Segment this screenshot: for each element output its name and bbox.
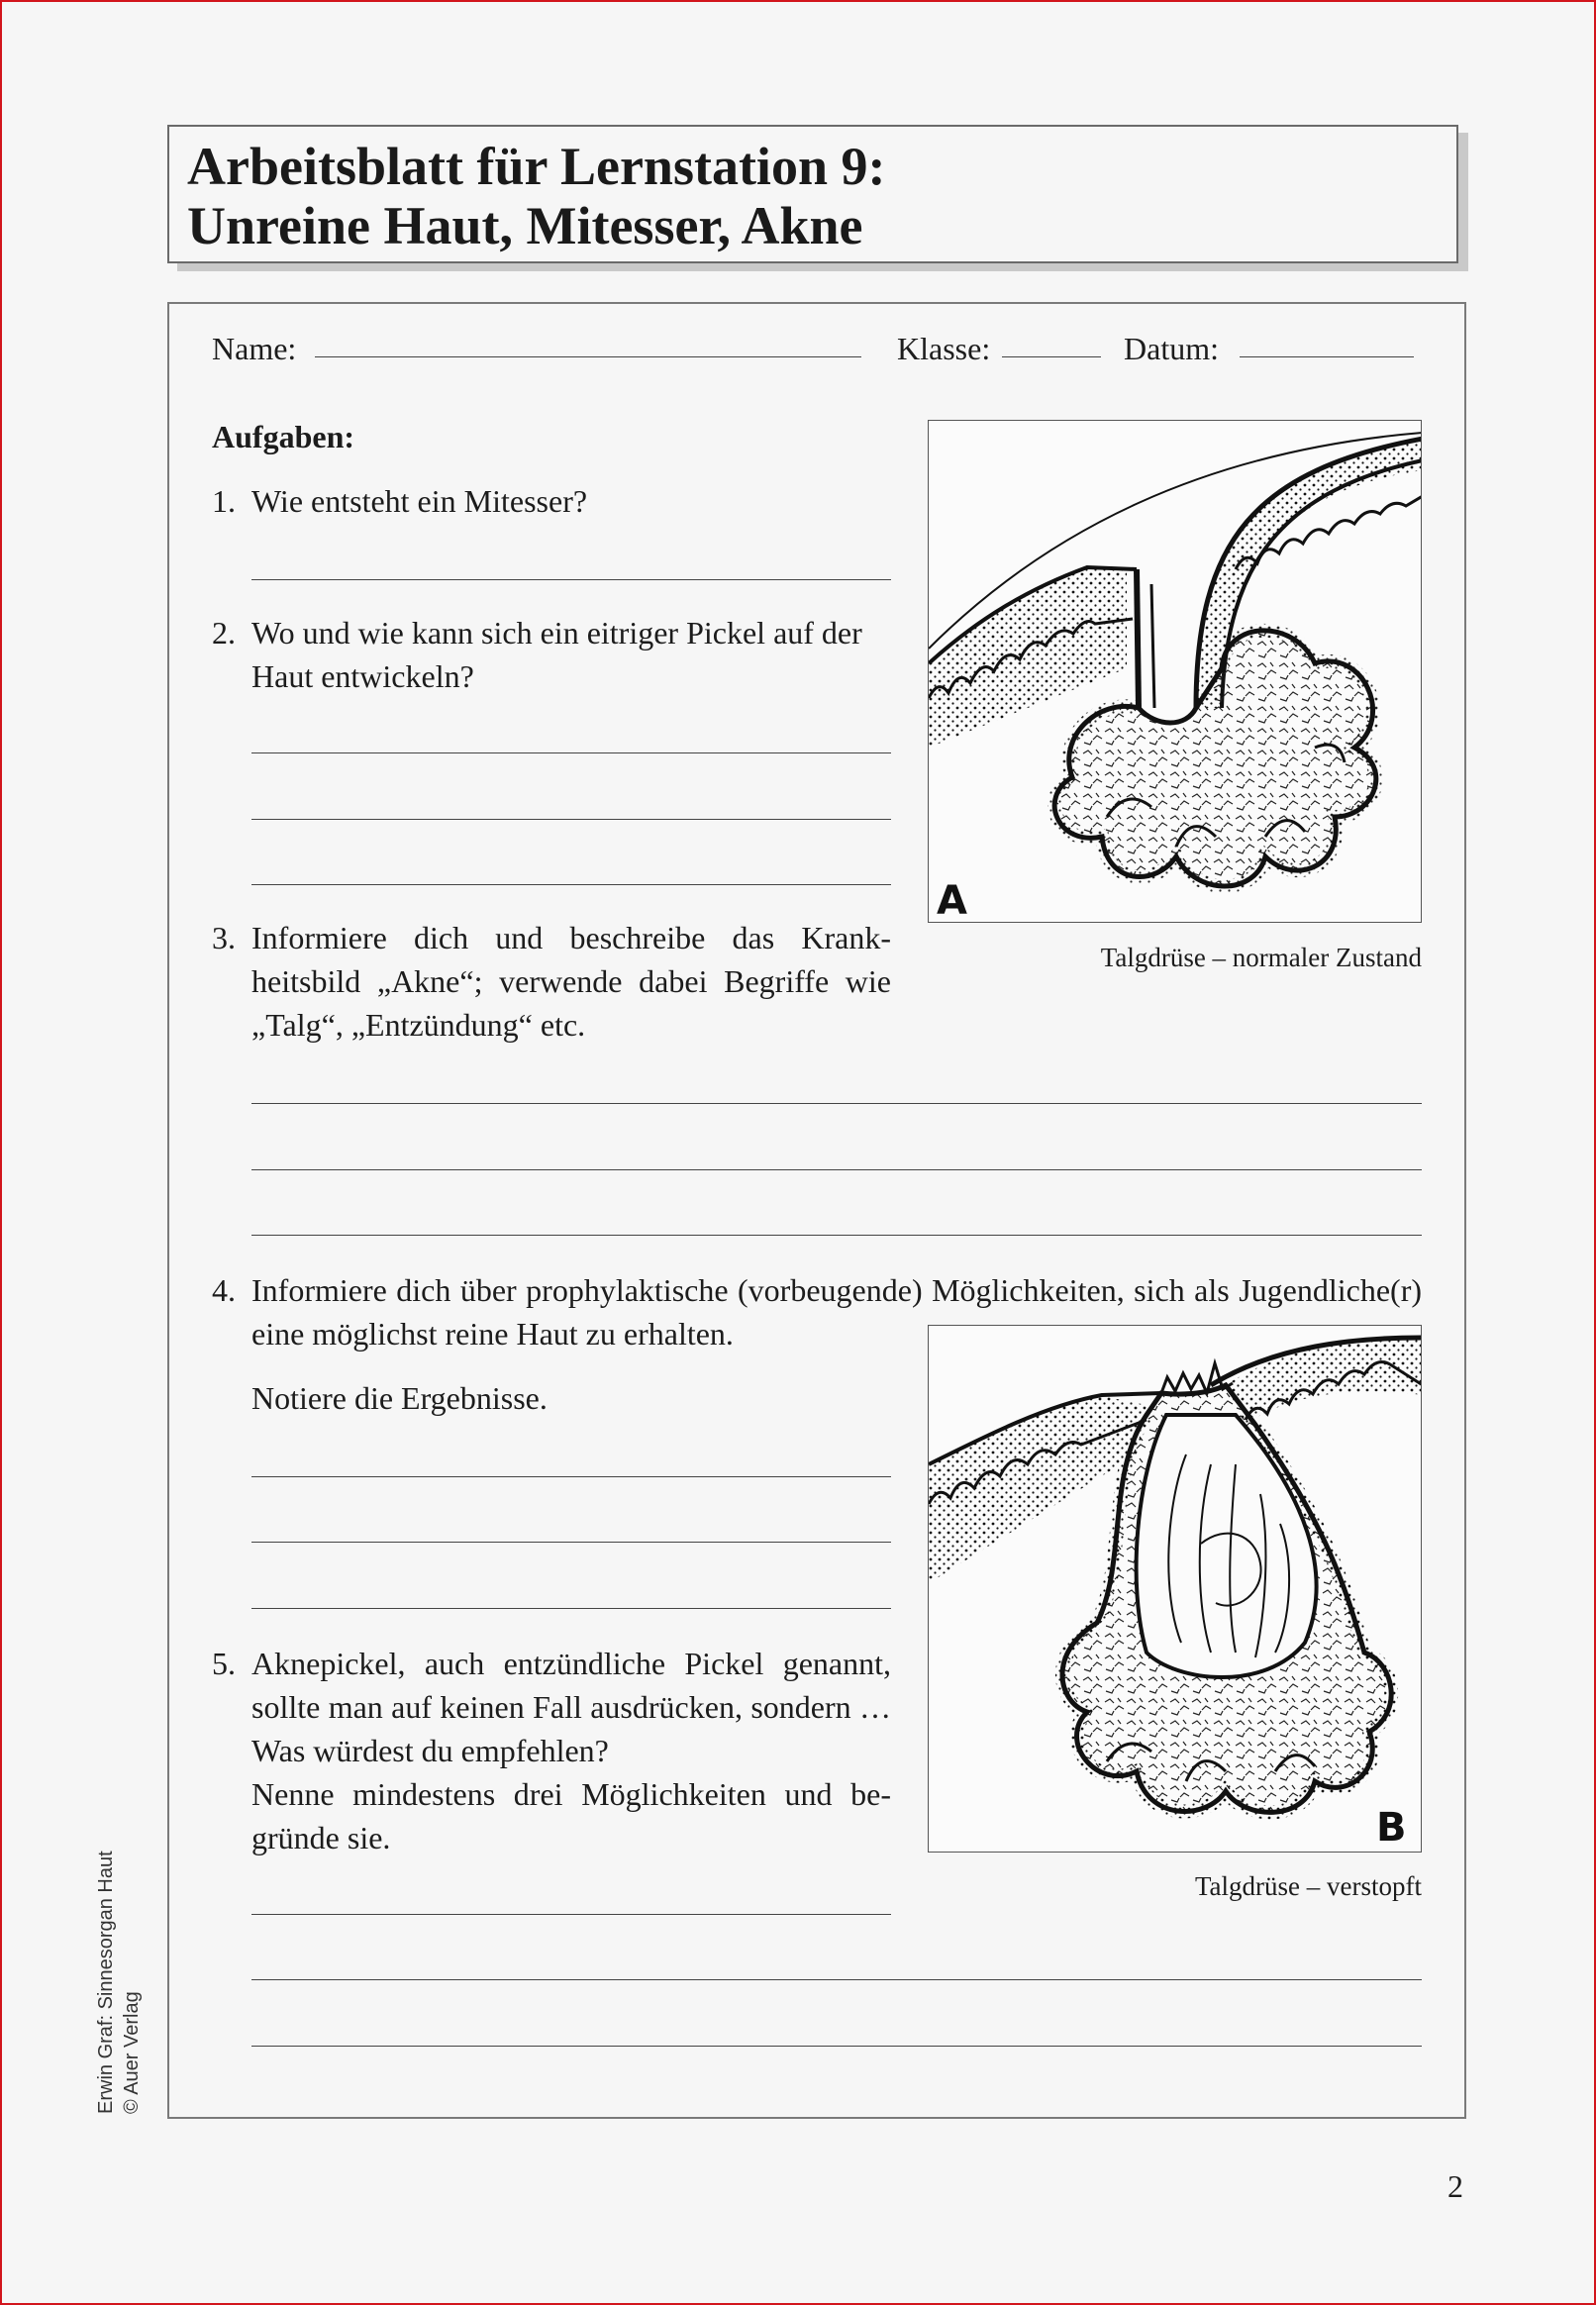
title-line-1: Arbeitsblatt für Lernstation 9: <box>187 137 886 196</box>
answer-line-5c[interactable] <box>251 2046 1422 2047</box>
question-5-text-2: Nenne mindestens drei Möglichkeiten und begründe sie. <box>251 1776 891 1855</box>
question-5-text: Aknepickel, auch entzündliche Pickel genannt, sollte man auf keinen Fall ausdrücken, sondern … Was würdest du empfehlen? <box>251 1646 891 1768</box>
publisher-credit <box>93 1817 145 2114</box>
class-field[interactable] <box>1002 356 1101 357</box>
question-3-text: Informiere dich und beschreibe das Krankheitsbild „Akne“; verwende dabei Begriffe wie „Talg“, „Entzündung“ etc. <box>251 920 891 1043</box>
question-1-text: Wie entsteht ein Mitesser? <box>251 483 588 519</box>
sebaceous-gland-normal-illustration <box>929 421 1422 923</box>
sebaceous-gland-clogged-illustration <box>929 1326 1422 1853</box>
credit-line-1: Erwin Graf: Sinnesorgan Haut <box>95 1851 117 2114</box>
class-label: Klasse: <box>897 331 991 366</box>
question-2-text: Wo und wie kann sich ein eitriger Pickel auf der Haut entwickeln? <box>251 615 862 694</box>
answer-line-4b[interactable] <box>251 1542 891 1543</box>
answer-line-3b[interactable] <box>251 1169 1422 1170</box>
question-4-text: Informiere dich über prophylaktische (vorbeugende) Möglichkeiten, sich als Jugendliche(r) eine möglichst reine Haut zu erhalten. <box>251 1272 1422 1352</box>
credit-line-2: © Auer Verlag <box>121 1991 143 2114</box>
question-4-note: Notiere die Ergebnisse. <box>251 1380 548 1416</box>
answer-line-2c[interactable] <box>251 884 891 885</box>
answer-line-1a[interactable] <box>251 579 891 580</box>
figure-b-caption: Talgdrüse – verstopft <box>1194 1871 1422 1901</box>
tasks-heading: Aufgaben: <box>212 419 355 454</box>
question-4-number: 4. <box>212 1272 236 1308</box>
figure-b-sebaceous-gland-clogged <box>928 1325 1422 1853</box>
title-box <box>167 125 1458 263</box>
name-label: Name: <box>212 331 297 366</box>
title-line-2: Unreine Haut, Mitesser, Akne <box>187 196 863 255</box>
name-field[interactable] <box>315 356 861 357</box>
question-5-number: 5. <box>212 1646 236 1681</box>
answer-line-3c[interactable] <box>251 1235 1422 1236</box>
figure-a-letter: A <box>937 878 967 923</box>
answer-line-2b[interactable] <box>251 819 891 820</box>
figure-a-caption: Talgdrüse – normaler Zustand <box>1100 943 1422 972</box>
page-number: 2 <box>1447 2168 1463 2204</box>
answer-line-4c[interactable] <box>251 1608 891 1609</box>
answer-line-2a[interactable] <box>251 752 891 753</box>
question-1-number: 1. <box>212 483 236 519</box>
date-field[interactable] <box>1240 356 1414 357</box>
figure-b-letter: B <box>1376 1805 1407 1851</box>
figure-a-sebaceous-gland-normal <box>928 420 1422 923</box>
answer-line-4a[interactable] <box>251 1476 891 1477</box>
date-label: Datum: <box>1124 331 1219 366</box>
answer-line-5a[interactable] <box>251 1914 891 1915</box>
question-3-number: 3. <box>212 920 236 955</box>
answer-line-3a[interactable] <box>251 1103 1422 1104</box>
answer-line-5b[interactable] <box>251 1979 1422 1980</box>
question-2-number: 2. <box>212 615 236 651</box>
